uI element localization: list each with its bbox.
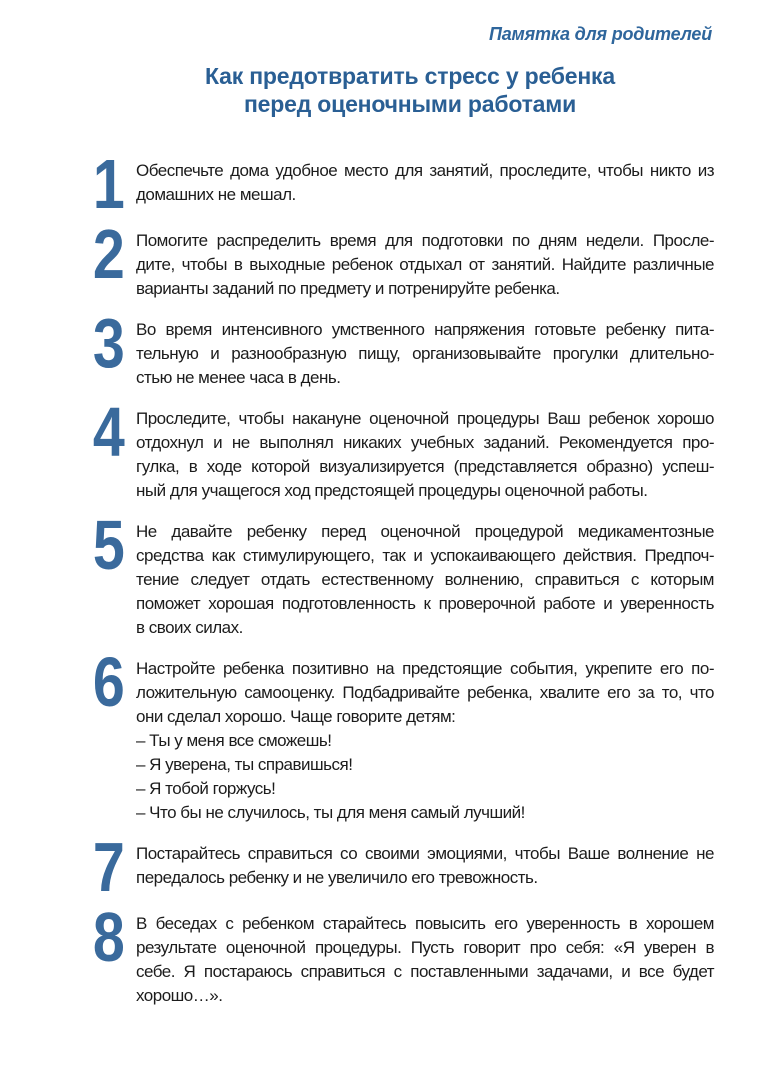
text-line: Проследите, чтобы накануне оценочной процедуры Ваш ребенок хорошо [136, 409, 714, 428]
item-text [136, 407, 714, 503]
memo-item [90, 145, 764, 223]
text-line: хорошо…». [136, 986, 223, 1005]
text-line: тение следует отдать естественному волнению, справиться с которым [136, 570, 714, 589]
text-line: дите, чтобы в выходные ребенок отдыхал от занятий. Найдите различные [136, 255, 714, 274]
item-text [136, 159, 714, 212]
text-line: варианты заданий по предмету и потренируйте ребенка. [136, 279, 560, 298]
item-number: 6 [92, 643, 125, 721]
text-line: в своих силах. [136, 618, 243, 637]
item-number: 1 [92, 145, 125, 223]
text-line: поможет хорошая подготовленность к проверочной работе и уверенность [136, 594, 714, 613]
text-line: гулка, в ходе которой визуализируется (представляется образно) успеш- [136, 457, 714, 476]
text-line: ложительную самооценку. Подбадривайте ребенка, хвалите его за то, что [136, 683, 714, 702]
item-text [136, 912, 714, 1008]
item-text [136, 657, 714, 825]
item-number: 8 [92, 898, 125, 976]
memo-item [90, 304, 764, 390]
page-title [0, 62, 764, 118]
page-title-line-2: перед оценочными работами [243, 91, 577, 117]
text-line: они сделал хорошо. Чаще говорите детям: [136, 707, 456, 726]
text-line: Настройте ребенка позитивно на предстоящие события, укрепите его по- [136, 659, 714, 678]
item-text [136, 842, 714, 895]
item-number: 7 [92, 828, 125, 906]
text-line: – Я тобой горжусь! [136, 779, 276, 798]
memo-list [0, 145, 764, 1025]
text-line: передалось ребенку и не увеличило его тревожность. [136, 868, 538, 887]
item-text [136, 520, 714, 640]
memo-item [90, 393, 764, 503]
text-line: – Ты у меня все сможешь! [136, 731, 332, 750]
text-line: Обеспечьте дома удобное место для занятий, проследите, чтобы никто из [136, 161, 714, 180]
item-number: 3 [92, 304, 125, 382]
memo-item [90, 828, 764, 906]
text-line: средства как стимулирующего, так и успокаивающего действия. Предпоч- [136, 546, 714, 565]
text-line: тельную и разнообразную пищу, организовывайте прогулки длительно- [136, 344, 714, 363]
text-line: Постарайтесь справиться со своими эмоциями, чтобы Ваше волнение не [136, 844, 714, 863]
memo-item [90, 643, 764, 825]
memo-item [90, 898, 764, 1008]
text-line: ный для учащегося ход предстоящей процедуры оценочной работы. [136, 481, 648, 500]
text-line: отдохнул и не выполнял никаких учебных заданий. Рекомендуется про- [136, 433, 714, 452]
memo-item [90, 215, 764, 301]
item-text [136, 318, 714, 390]
text-line: стью не менее часа в день. [136, 368, 341, 387]
text-line: результате оценочной процедуры. Пусть говорит про себя: «Я уверен в [136, 938, 714, 957]
text-line: себе. Я постараюсь справиться с поставленными задачами, и все будет [136, 962, 714, 981]
item-number: 5 [92, 506, 125, 584]
text-line: домашних не мешал. [136, 185, 296, 204]
text-line: Не давайте ребенку перед оценочной процедурой медикаментозные [136, 522, 714, 541]
text-line: В беседах с ребенком старайтесь повысить его уверенность в хорошем [136, 914, 714, 933]
item-text [136, 229, 714, 301]
page-title-line-1: Как предотвратить стресс у ребенка [205, 63, 615, 89]
item-number: 4 [92, 393, 125, 471]
document-type-label: Памятка для родителей [488, 24, 712, 44]
memo-item [90, 506, 764, 640]
text-line: Помогите распределить время для подготовки по дням недели. Просле- [136, 231, 714, 250]
text-line: Во время интенсивного умственного напряжения готовьте ребенку пита- [136, 320, 714, 339]
item-number: 2 [92, 215, 125, 293]
text-line: – Я уверена, ты справишься! [136, 755, 353, 774]
text-line: – Что бы не случилось, ты для меня самый лучший! [136, 803, 525, 822]
